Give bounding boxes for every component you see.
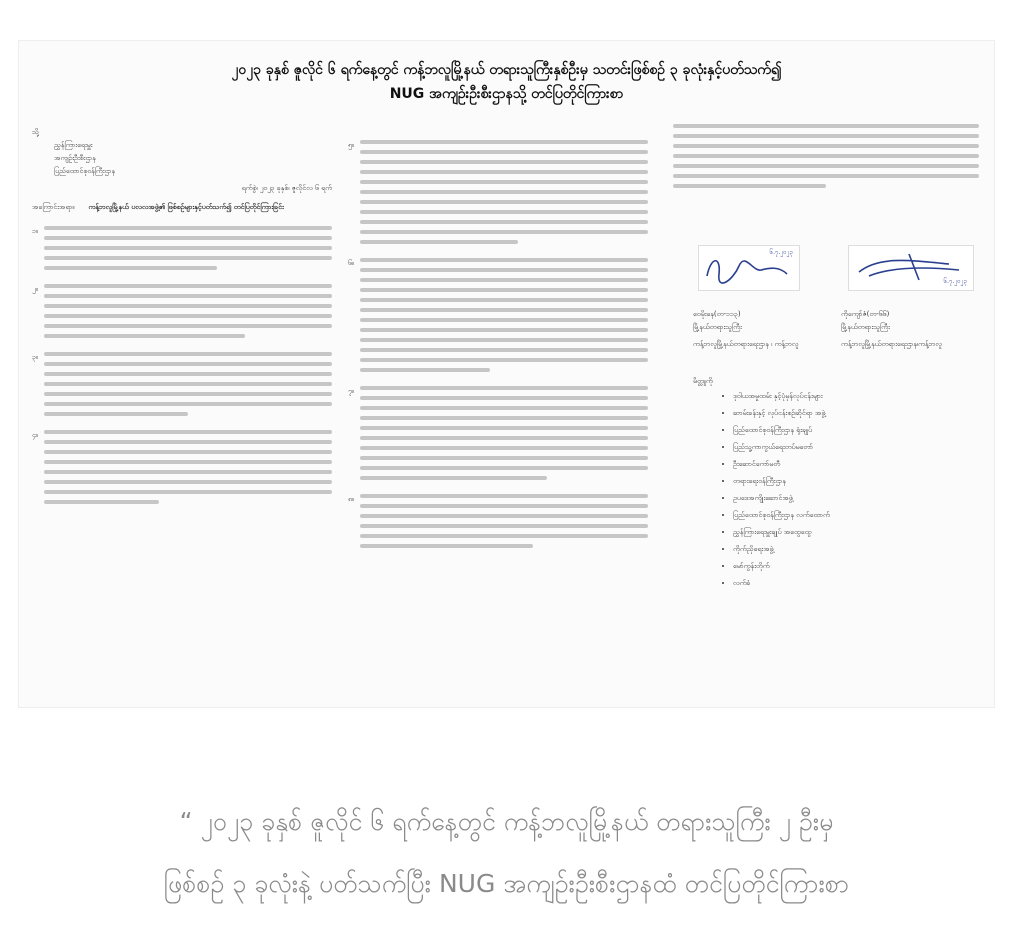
- para-mark: ၆။: [348, 259, 355, 267]
- para-mark: ၄။: [32, 431, 39, 439]
- cc-item: • ဒုဝါယအမှုထမ်း နှင့်ပုံမှန်လုပ်ငန်းများ: [733, 390, 983, 403]
- date: ရက်စွဲ၊ ၂၀၂၃ ခုနှစ်၊ ဇူလိုင်လ ၆ ရက်: [241, 184, 332, 192]
- signature-date: ၆.၇.၂၀၂၃: [769, 249, 793, 256]
- caption-line-2: ဖြစ်စဉ် ၃ ခုလုံးနဲ့ ပတ်သက်ပြီး NUG အကျဉ်းဦးစီးဌာနထံ တင်ပြတိုင်ကြားစာ: [163, 869, 850, 898]
- signer-1: [693, 308, 823, 351]
- cc-list: [693, 390, 983, 590]
- cc-item: • ပြည်ထောင်စုဝန်ကြီးဌာန ရုံးချုပ်: [733, 424, 983, 437]
- signature-1: [698, 245, 800, 291]
- to-line: အကျဉ်းဦးစီးဌာန: [54, 154, 96, 162]
- to-line: ညွှန်ကြားရေးမှူး: [54, 141, 93, 149]
- cc-item: • ကိုက်ညှိရေးအဖွဲ့: [733, 543, 983, 556]
- signer-office: ကန့်ဘလူမြို့နယ်တရားရေးဌာန ၊ ကန့်ဘလူ: [693, 340, 799, 348]
- title-line-1: ၂၀၂၃ ခုနှစ် ဇူလိုင် ၆ ရက်နေ့တွင် ကန့်ဘလူမြို့နယ် တရားသူကြီးနှစ်ဦးမှ သတင်းဖြစ်စဉ် ၃ ခုလုံးနှင့်ပတ်သက်၍: [231, 62, 782, 78]
- cc-label: မိတ္တူကို: [693, 377, 713, 385]
- para-mark: ၂။: [32, 285, 38, 293]
- cc-block: [693, 375, 983, 594]
- cc-item: • မော်ကွန်းတိုက်: [733, 560, 983, 573]
- title-line-2: NUG အကျဉ်းဦးစီးဌာနသို့ တင်ပြတိုင်ကြားစာ: [389, 86, 624, 102]
- left-body: [32, 226, 332, 510]
- to-label: သို့: [32, 128, 39, 136]
- para-mark: ၅။: [348, 141, 355, 149]
- cc-item: • ပြည်ထောင်စုဝန်ကြီးဌာန လက်ထောက်: [733, 509, 983, 522]
- para-mark: ၃။: [32, 353, 39, 361]
- signer-role: မြို့နယ်တရားသူကြီး: [841, 323, 890, 331]
- cc-item: • တရားရေးဝန်ကြီးဌာန: [733, 475, 983, 488]
- right-column: [673, 124, 979, 194]
- subject-label: အကြောင်းအရာ။: [32, 203, 75, 211]
- cc-item: • ပြည်သူ့ကာကွယ်ရေးတပ်မတော်: [733, 441, 983, 454]
- signer-role: မြို့နယ်တရားသူကြီး: [693, 323, 742, 331]
- signature-date: ၆.၇.၂၀၂၃: [943, 278, 967, 285]
- signer-2: [841, 308, 991, 351]
- signer-name: ကိုကျော်ဇံ(တ-၆၆): [841, 310, 890, 318]
- cc-item: • ဦးဆောင်ကော်မတီ: [733, 458, 983, 471]
- para-mark: ၁။: [32, 227, 39, 235]
- subject: ကန့်ဘလူမြို့နယ် ပလလအဖွဲ့၏ ဖြစ်စဉ်များနှင့်ပတ်သက်၍ တင်ပြတိုင်ကြားခြင်း: [88, 203, 284, 211]
- cc-item: • ဥပဒေအကျိုးဆောင်အဖွဲ့: [733, 492, 983, 505]
- address-block: [32, 126, 332, 214]
- to-line: ပြည်ထောင်စုဝန်ကြီးဌာန: [54, 167, 115, 175]
- para-mark: ၇။: [348, 387, 355, 395]
- cc-item: • လက်ခံ: [733, 577, 983, 590]
- para-mark: ၈။: [348, 495, 355, 503]
- signer-name: ဝေမိုးနေ(တ-၁၁၃): [693, 310, 741, 318]
- cc-item: • ညွှန်ကြားရေးမှူးချုပ် အထွေထွေ: [733, 526, 983, 539]
- signer-office: ကန့်ဘလူမြို့နယ်တရားရေးဌာန၊ကန့်ဘလူ: [841, 340, 942, 348]
- document-title: [58, 58, 955, 106]
- subject-row: [32, 201, 332, 214]
- middle-column: [348, 140, 648, 554]
- caption-line-1: “ ၂၀၂၃ ခုနှစ် ဇူလိုင် ၆ ရက်နေ့တွင် ကန့်ဘလူမြို့နယ် တရားသူကြီး ၂ ဦးမှ: [179, 807, 834, 836]
- left-column: [32, 126, 332, 510]
- cc-item: • ဆာမ်းခန်းနှင့် လုပ်ငန်းစဉ်ဆိုင်ရာ အဖွဲ့: [733, 407, 983, 420]
- document-image: [18, 40, 995, 708]
- signature-2: [848, 245, 974, 291]
- to-lines: [32, 139, 332, 178]
